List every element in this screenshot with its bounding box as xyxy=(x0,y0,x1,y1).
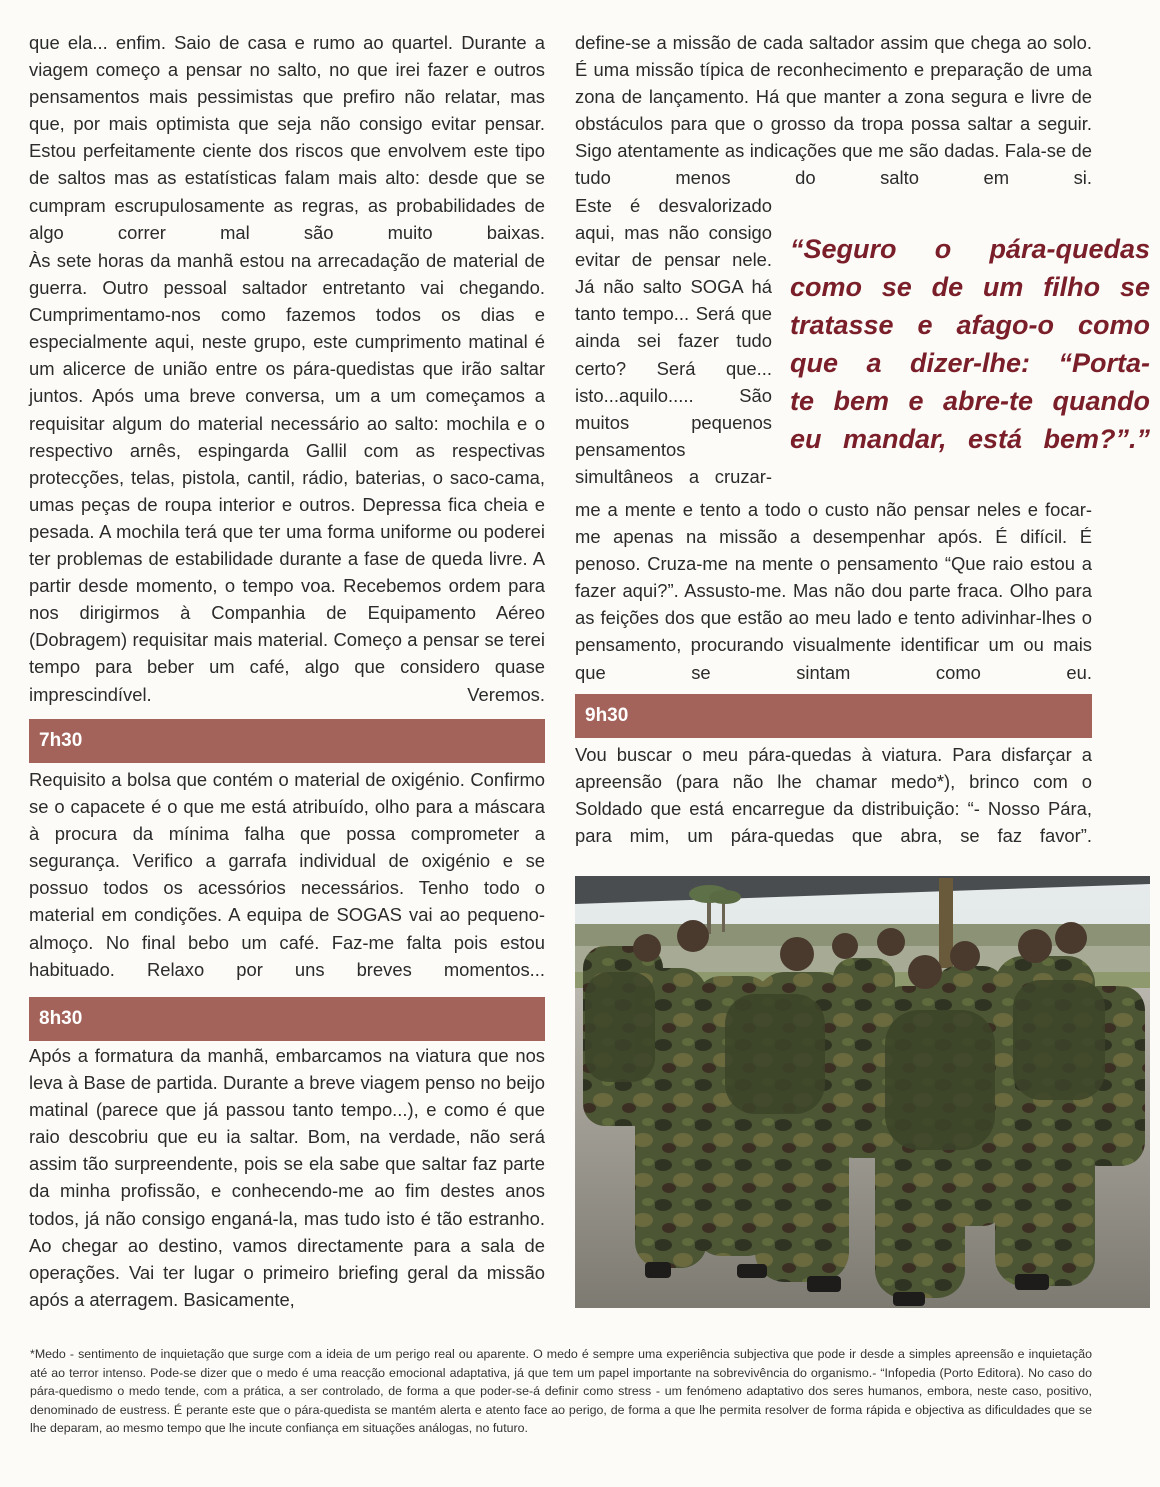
paragraph-830: Após a formatura da manhã, embarcamos na viatura que nos leva à Base de partida. Durante a breve viagem penso no beijo matinal (parece que já passou tanto tempo...), e como é que raio descobriu que eu ia saltar. Bom, na verdade, não será assim tão surpreendente, pois se ela sabe que saltar faz parte da minha profissão, e conhecendo-me ao fim destes anos todos, já não consigo enganá-la, mas tudo isto é tão estranho. Ao chegar ao destino, vamos directamente para a sala de operações. Vai ter lugar o primeiro briefing geral da missão após a aterragem. Basicamente, xyxy=(29,1045,545,1310)
paragraph-730: Requisito a bolsa que contém o material de oxigénio. Confirmo se o capacete é o que me está atribuído, olho para a máscara à procura da mínima falha que possa comprometer a segurança. Verifico a garrafa individual de oxigénio e se possuo todos os acessórios necessários. Tenho todo o material em condições. A equipa de SOGAS vai ao pequeno-almoço. No final bebo um café. Faz-me falta pois estou habituado. Relaxo por uns breves momentos... xyxy=(29,769,545,980)
paragraph-930: Vou buscar o meu pára-quedas à viatura. Para disfarçar a apreensão (para não lhe chamar medo*), brinco com o Soldado que está encarregue da distribuição: “- Nosso Pára, para mim, um pára-quedas que abra, se faz favor”. xyxy=(575,744,1092,847)
pull-quote-line: que a dizer-lhe: “Porta- xyxy=(790,348,1150,378)
pull-quote-line: tratasse e afago-o como xyxy=(790,310,1150,340)
pull-quote-line: “Seguro o pára-quedas xyxy=(790,234,1150,264)
right-top-paragraph: define-se a missão de cada saltador assim que chega ao solo. É uma missão típica de reconhecimento e preparação de uma zona de lançamento. Há que manter a zona segura e livre de obstáculos para que o grosso da tropa possa saltar a seguir. Sigo atentamente as indicações que me são dadas. Fala-se de tudo menos do salto em si. xyxy=(575,32,1092,189)
heading-bar-830: 8h30 xyxy=(29,997,545,1041)
heading-bar-930: 9h30 xyxy=(575,694,1092,738)
paratroopers-photo xyxy=(575,876,1150,1308)
intro-paragraph: que ela... enfim. Saio de casa e rumo ao quartel. Durante a viagem começo a pensar no salto, no que irei fazer e outros pensamentos mais pessimistas que prefiro não relatar, mas que, por mais optimista que seja não consigo evitar pensar. Estou perfeitamente ciente dos riscos que envolvem este tipo de saltos mas as estatísticas falam mais alto: desde que se cumpram escrupulosamente as regras, as probabilidades de algo correr mal são muito baixas. xyxy=(29,32,545,243)
pull-quote xyxy=(790,230,1150,458)
pull-quote-line: te bem e abre-te quando xyxy=(790,386,1150,416)
pull-quote-line: como se de um filho se xyxy=(790,272,1150,302)
pull-quote-line: eu mandar, está bem?”.” xyxy=(790,424,1150,454)
narrow-paragraph: Este é desvalorizado aqui, mas não consigo evitar de pensar nele. Já não salto SOGA há tanto tempo... Será que ainda sei fazer tudo certo? Será que... isto...aquilo..... São muitos pequenos pensamentos simultâneos a cruzar- xyxy=(575,195,772,487)
heading-bar-730: 7h30 xyxy=(29,719,545,763)
morning-paragraph: Às sete horas da manhã estou na arrecadação de material de guerra. Outro pessoal saltador entretanto vai chegando. Cumprimentamo-nos como fazemos todos os dias e especialmente aqui, neste grupo, este cumprimento matinal é um alicerce de união entre os pára-quedistas que irão saltar juntos. Após uma breve conversa, um a um começamos a requisitar algum do material necessário ao salto: mochila e o respectivo arnês, espingarda Gallil com as respectivas protecções, telas, pistola, cantil, rádio, baterias, o saco-cama, umas peças de roupa interior e outros. Depressa fica cheia e pesada. A mochila terá que ter uma forma uniforme ou poderei ter problemas de estabilidade durante a fase de queda livre. A partir desde momento, o tempo voa. Recebemos ordem para nos dirigirmos à Companhia de Equipamento Aéreo (Dobragem) requisitar mais material. Começo a pensar se terei tempo para beber um café, algo que considero quase imprescindível. Veremos. xyxy=(29,250,545,705)
footnote: *Medo - sentimento de inquietação que surge com a ideia de um perigo real ou aparente. O medo é sempre uma experiência subjectiva que pode ir desde a simples apreensão e inquietação até ao terror intenso. Pode-se dizer que o medo é uma reacção emocional adaptativa, já que tem um papel importante na sobrevivência do organismo.- “Infopedia (Porto Editora). No caso do pára-quedismo o medo tende, com a prática, a ser controlado, de forma a que poder-se-á definir como stress - um fenómeno adaptativo dos seres humanos, embora, neste caso, positivo, denominado de eustress. É perante este que o pára-quedista se mantém alerta e atento face ao perigo, de forma a que lhe permita resolver de forma rápida e objectiva as dificuldades que se lhe deparam, ao mesmo tempo que lhe incute confiança em situações análogas, no futuro. xyxy=(30,1347,1092,1435)
continued-paragraph: me a mente e tento a todo o custo não pensar neles e focar-me apenas na missão a desempenhar após. É difícil. É penoso. Cruza-me na mente o pensamento “Que raio estou a fazer aqui?”. Assusto-me. Mas não dou parte fraca. Olho para as feições dos que estão ao meu lado e tento adivinhar-lhes o pensamento, procurando visualmente identificar um ou mais que se sintam como eu. xyxy=(575,499,1092,683)
